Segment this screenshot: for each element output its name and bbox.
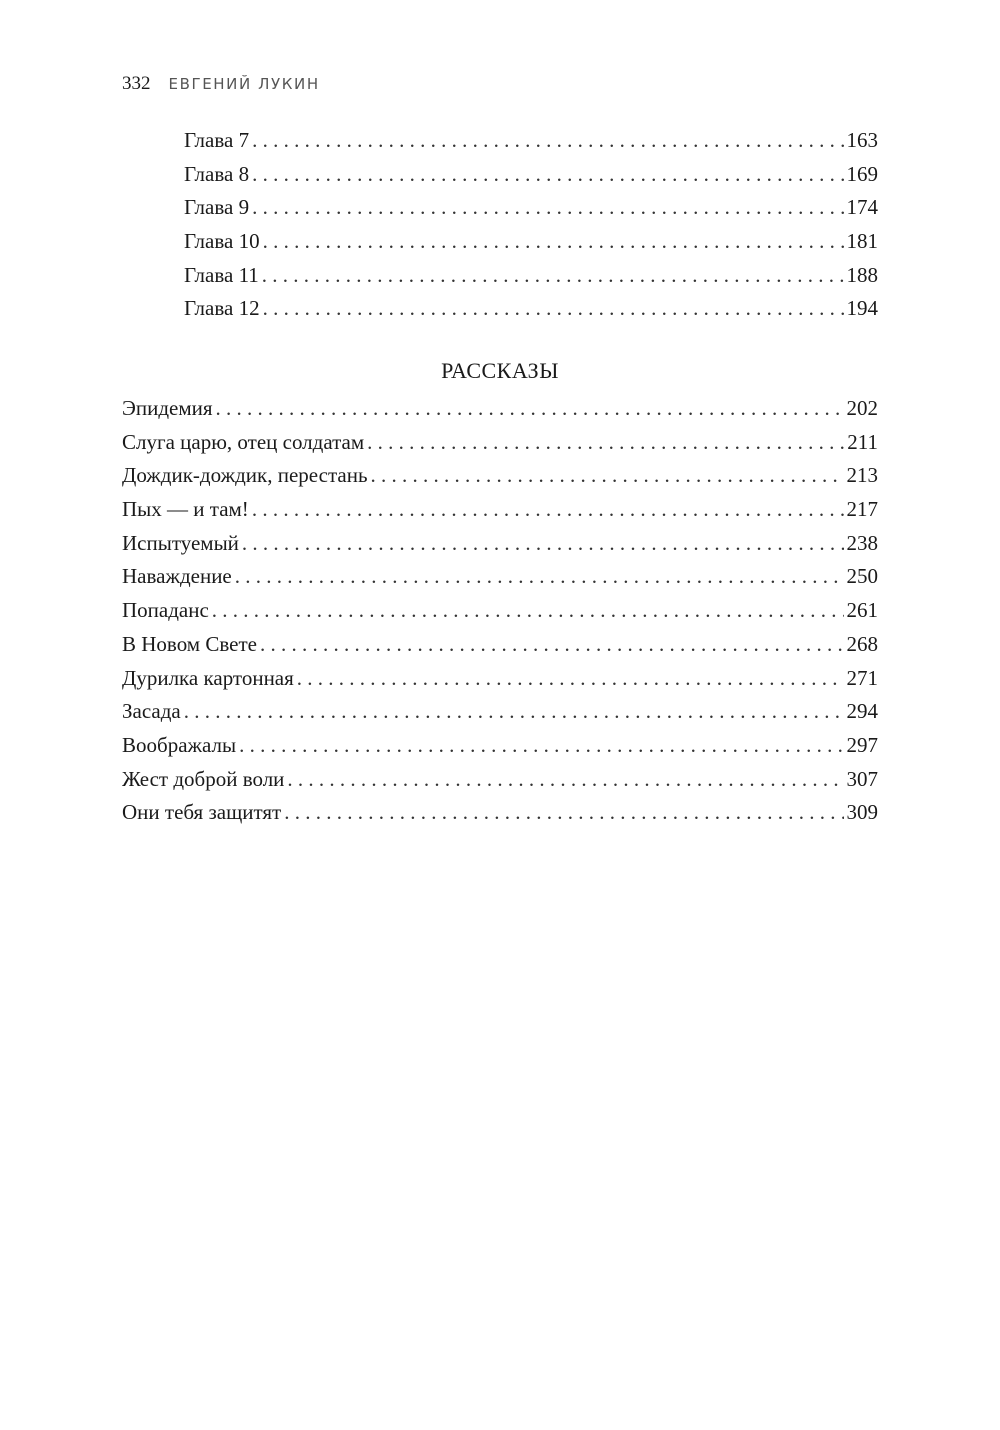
toc-entry-page: 294: [846, 699, 878, 724]
running-head: [122, 72, 320, 96]
toc-entry-page: 202: [846, 396, 878, 420]
toc-entry-title: Дурилка картонная: [122, 665, 294, 690]
toc-entry-page: 181: [846, 229, 878, 254]
toc-entry[interactable]: [122, 662, 878, 696]
page-number: 332: [122, 73, 151, 94]
toc-entry[interactable]: [184, 259, 878, 293]
toc-entry-title: Пых — и там!: [122, 497, 249, 522]
toc-entry-page: 268: [846, 631, 878, 656]
toc-entry-title: Дождик-дождик, перестань: [122, 463, 368, 488]
toc-entry-page: 213: [846, 463, 878, 488]
toc-entry-title: Засада: [122, 699, 181, 724]
dot-leader: [212, 594, 844, 628]
toc-entry-title: Глава 11: [184, 262, 259, 287]
toc-entry-title: Воображалы: [122, 732, 237, 757]
dot-leader: [287, 763, 843, 797]
toc-entry[interactable]: [122, 763, 878, 797]
dot-leader: [262, 259, 844, 293]
toc-entry-title: Попаданс: [122, 598, 209, 623]
dot-leader: [252, 124, 843, 158]
toc-entry-title: Глава 10: [184, 229, 260, 254]
dot-leader: [252, 493, 844, 527]
dot-leader: [260, 628, 844, 662]
toc-entry[interactable]: [122, 560, 878, 594]
dot-leader: [252, 191, 843, 225]
toc-entry-page: 238: [846, 530, 878, 555]
toc-stories: [122, 392, 878, 830]
toc-entry[interactable]: [122, 628, 878, 662]
dot-leader: [242, 527, 844, 561]
toc-entry-title: Глава 9: [184, 195, 250, 220]
toc-entry[interactable]: [184, 124, 878, 158]
toc-entry-title: Испытуемый: [122, 530, 239, 555]
toc-entry[interactable]: [184, 191, 878, 225]
toc-entry-title: Слуга царю, отец солдатам: [122, 429, 365, 454]
toc-entry-page: 271: [846, 665, 878, 690]
toc-entry-title: Жест доброй воли: [122, 766, 285, 791]
dot-leader: [371, 459, 844, 493]
toc-entry-title: Они тебя защитят: [122, 800, 282, 825]
section-heading: РАССКАЗЫ: [441, 358, 559, 383]
dot-leader: [263, 292, 844, 326]
toc-entry[interactable]: [122, 729, 878, 763]
toc-entry[interactable]: [122, 459, 878, 493]
toc-entry-title: Эпидемия: [122, 396, 213, 420]
dot-leader: [297, 662, 844, 696]
toc-entry[interactable]: [122, 695, 878, 729]
toc-entry-page: 297: [846, 732, 878, 757]
toc-chapters: [184, 124, 878, 326]
toc-entry[interactable]: [122, 493, 878, 527]
toc-entry-title: Глава 12: [184, 296, 260, 321]
toc-entry-title: Глава 7: [184, 128, 250, 152]
dot-leader: [284, 796, 843, 830]
toc-entry[interactable]: [122, 594, 878, 628]
toc-entry-page: 261: [846, 598, 878, 623]
toc-entry[interactable]: [184, 292, 878, 326]
toc-entry-page: 250: [846, 564, 878, 589]
toc-entry-page: 307: [846, 766, 878, 791]
dot-leader: [367, 426, 844, 460]
toc-entry-page: 217: [846, 497, 878, 522]
dot-leader: [252, 158, 843, 192]
toc-entry-page: 174: [846, 195, 878, 220]
toc-entry-title: Наваждение: [122, 564, 232, 589]
toc-entry-page: 194: [846, 296, 878, 321]
toc-entry[interactable]: [184, 225, 878, 259]
toc-entry-page: 211: [847, 429, 878, 454]
toc-entry-page: 309: [846, 800, 878, 825]
dot-leader: [263, 225, 844, 259]
toc-entry[interactable]: [122, 796, 878, 830]
toc-entry-title: Глава 8: [184, 161, 250, 186]
toc-entry-page: 188: [846, 262, 878, 287]
toc-entry-page: 163: [846, 128, 878, 152]
dot-leader: [216, 392, 844, 426]
toc-entry[interactable]: [184, 158, 878, 192]
toc-entry[interactable]: [122, 392, 878, 426]
toc-entry-page: 169: [846, 161, 878, 186]
author-name: ЕВГЕНИЙ ЛУКИН: [168, 75, 320, 93]
toc-entry[interactable]: [122, 426, 878, 460]
toc-entry[interactable]: [122, 527, 878, 561]
dot-leader: [235, 560, 844, 594]
dot-leader: [184, 695, 844, 729]
dot-leader: [239, 729, 843, 763]
toc-entry-title: В Новом Свете: [122, 631, 257, 656]
